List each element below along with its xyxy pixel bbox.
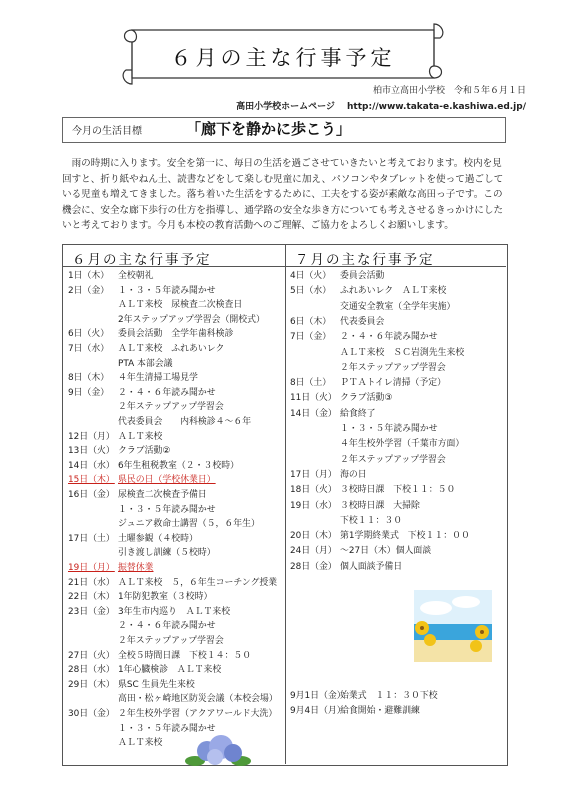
schedule-date: 19日（水） [290, 500, 337, 511]
schedule-row [68, 533, 198, 546]
schedule-row [68, 445, 170, 458]
schedule-row [68, 620, 216, 633]
schedule-event: １・３・５年読み聞かせ [118, 504, 216, 515]
schedule-row [68, 547, 216, 560]
schedule-row [68, 285, 216, 298]
schedule-row [290, 331, 438, 344]
schedule-event: 代表委員会 内科検診４～６年 [118, 417, 252, 427]
schedule-date: 4日（火） [290, 271, 332, 281]
page-title: ６月の主な行事予定 [170, 46, 396, 70]
schedule-row [68, 737, 162, 750]
schedule-row [290, 347, 464, 360]
schedule-row [290, 469, 367, 482]
schedule-date: 9月1日（金） [290, 691, 346, 701]
schedule-event: １・３・５年読み聞かせ [118, 285, 216, 296]
schedule-row [68, 679, 195, 692]
schedule-date: 28日（金） [290, 561, 337, 572]
seaside-illustration [414, 590, 492, 662]
schedule-row [290, 690, 438, 703]
schedule-event: 給食開始・避難訓練 [340, 705, 420, 716]
schedule-event: 土曜参観（４校時） [118, 533, 198, 544]
schedule-date: 14日（水） [68, 460, 115, 471]
schedule-row [290, 392, 392, 405]
schedule-date: 8日（木） [68, 373, 110, 384]
schedule-row [290, 500, 420, 513]
schedule-event: ２年生校外学習（アクアワールド大洗） [118, 709, 278, 719]
schedule-event: 給食終了 [340, 408, 376, 419]
column-divider [285, 244, 286, 764]
monthly-goal-label: 今月の生活目標 [72, 126, 142, 137]
schedule-date: 18日（火） [290, 485, 337, 496]
schedule-date: 22日（木） [68, 592, 115, 603]
schedule-date: 28日（水） [68, 665, 115, 676]
schedule-date: 29日（木） [68, 679, 115, 690]
schedule-row [290, 438, 464, 451]
schedule-event: ＡＬＴ来校 ＳＣ岩渕先生来校 [340, 347, 465, 358]
schedule-event: 始業式 １１：３０下校 [340, 691, 438, 701]
schedule-date: 17日（月） [290, 469, 337, 480]
schedule-date: 15日（木） [68, 475, 115, 486]
schedule-event: 引き渡し訓練（５校時） [118, 548, 216, 559]
schedule-row [290, 301, 455, 314]
schedule-row [290, 530, 470, 543]
schedule-row [290, 270, 384, 283]
schedule-event: 1年心臓検診 ＡＬＴ来校 [118, 665, 222, 676]
schedule-event: 2年ステップアップ学習会（開校式） [118, 314, 265, 325]
schedule-row [68, 693, 278, 706]
schedule-date: 12日（月） [68, 431, 115, 442]
schedule-date: 9月4日（月） [290, 705, 346, 716]
schedule-date: 14日（金） [290, 408, 337, 419]
schedule-row [68, 358, 172, 371]
schedule-row [290, 423, 438, 436]
schedule-event: 個人面談予備日 [340, 561, 403, 572]
schedule-row [290, 285, 446, 298]
schedule-date: 8日（土） [290, 378, 332, 389]
schedule-row [68, 416, 251, 429]
schedule-row [68, 650, 251, 663]
schedule-row [68, 489, 207, 502]
schedule-event: PTA 本部会議 [118, 358, 173, 369]
schedule-row [290, 484, 455, 497]
schedule-row [68, 299, 242, 312]
schedule-row [290, 316, 384, 329]
schedule-event: ２・４・６年読み聞かせ [340, 332, 438, 343]
schedule-row [68, 591, 212, 604]
schedule-date: 24日（月） [290, 546, 337, 557]
schedule-event: 代表委員会 [340, 316, 385, 327]
schedule-row [290, 705, 420, 718]
schedule-date: 19日（月） [68, 563, 115, 573]
homepage-url[interactable]: 高田小学校ホームページ http://www.takata-e.kashiwa.ed.jp/ [236, 102, 526, 112]
schedule-event: １・３・５年読み聞かせ [340, 424, 438, 434]
schedule-event: ３校時日課 下校１１：５０ [340, 485, 456, 496]
schedule-event: 交通安全教室（全学年実施） [340, 301, 456, 312]
schedule-date: 11日（火） [290, 393, 337, 404]
june-schedule-title: ６月の主な行事予定 [72, 252, 212, 268]
june-event-list [68, 270, 283, 760]
schedule-row [68, 635, 224, 648]
schedule-event: 尿検査二次検査予備日 [118, 490, 207, 500]
schedule-row [290, 561, 402, 574]
schedule-row [68, 314, 265, 327]
schedule-event: 委員会活動 [340, 271, 385, 281]
schedule-date: 13日（火） [68, 446, 115, 457]
schedule-row [68, 474, 216, 487]
schedule-date: 9日（金） [68, 387, 110, 398]
schedule-event: 振替休業 [118, 563, 154, 573]
schedule-row [68, 387, 216, 400]
schedule-date: 20日（木） [290, 531, 337, 542]
schedule-event: 県民の日（学校休業日） [118, 475, 216, 486]
schedule-row [68, 401, 224, 414]
schedule-date: 27日（火） [68, 650, 115, 661]
schedule-date: 5日（水） [290, 286, 332, 297]
schedule-row [68, 562, 154, 575]
schedule-event: 下校１１：３０ [340, 515, 403, 526]
schedule-event: 6年生租税教室（２・３校時） [118, 460, 240, 471]
schedule-event: 全校５時間日課 下校１４：５０ [118, 650, 252, 661]
schedule-event: 全校朝礼 [118, 271, 154, 281]
schedule-date: 1日（木） [68, 271, 110, 281]
schedule-date: 30日（金） [68, 709, 115, 719]
hydrangea-illustration [185, 733, 251, 769]
schedule-event: ふれあいレク ＡＬＴ来校 [340, 286, 447, 297]
schedule-row [290, 408, 376, 421]
schedule-row [68, 372, 198, 385]
schedule-event: ＡＬＴ来校 ５，６年生コーチング授業 [118, 577, 278, 588]
schedule-event: ２・４・６年読み聞かせ [118, 387, 216, 398]
schedule-row [290, 377, 446, 390]
schedule-event: ２年ステップアップ学習会 [118, 636, 224, 646]
july-event-list [290, 270, 504, 590]
schedule-date: 2日（金） [68, 285, 110, 296]
schedule-row [290, 454, 446, 467]
schedule-date: 21日（水） [68, 577, 115, 588]
schedule-row [290, 545, 431, 558]
monthly-goal-text: 「廊下を静かに歩こう」 [186, 120, 352, 138]
schedule-row [290, 362, 446, 375]
schedule-row [68, 270, 154, 283]
schedule-date: 6日（木） [290, 316, 332, 327]
june-title-rule [62, 266, 285, 267]
schedule-event: クラブ活動③ [340, 393, 393, 404]
july-schedule-title: ７月の主な行事予定 [295, 252, 435, 268]
schedule-date: 7日（水） [68, 344, 110, 354]
schedule-event: 県SC 生員先生来校 [118, 679, 195, 690]
schedule-date: 7日（金） [290, 332, 332, 343]
schedule-event: 高田・松ヶ崎地区防災会議（本校会場） [118, 694, 278, 705]
schedule-date: 16日（金） [68, 490, 115, 500]
schedule-event: ２・４・６年読み聞かせ [118, 621, 216, 632]
schedule-event: クラブ活動② [118, 446, 171, 457]
schedule-row [68, 664, 221, 677]
schedule-event: ２年ステップアップ学習会 [340, 454, 446, 465]
schedule-event: ４年生清掃工場見学 [118, 373, 198, 384]
schedule-row [68, 606, 230, 619]
schedule-date: 23日（金） [68, 606, 115, 617]
schedule-event: １・３・５年読み聞かせ [118, 723, 216, 734]
schedule-event: 1年防犯教室（３校時） [118, 592, 213, 603]
schedule-event: ＡＬＴ来校 [118, 738, 163, 749]
schedule-event: 海の日 [340, 469, 367, 480]
schedule-event: ２年ステップアップ学習会 [118, 402, 224, 413]
schedule-event: ～27日（木）個人面談 [340, 546, 432, 557]
schedule-event: ＡＬＴ来校 ふれあいレク [118, 344, 225, 354]
schedule-event: ＡＬＴ来校 尿検査二次検査日 [118, 300, 243, 311]
schedule-row [68, 328, 233, 341]
schedule-event: 委員会活動 全学年歯科検診 [118, 329, 234, 340]
schedule-event: ジュニア救命士講習（５，６年生） [118, 519, 260, 530]
school-and-date: 柏市立高田小学校 令和５年６月１日 [372, 86, 526, 96]
schedule-event: ３校時日課 大掃除 [340, 500, 420, 511]
schedule-row [290, 515, 402, 528]
schedule-row [68, 460, 239, 473]
schedule-date: 17日（土） [68, 533, 115, 544]
schedule-event: ２年ステップアップ学習会 [340, 362, 446, 373]
schedule-row [68, 343, 224, 356]
intro-paragraph: 雨の時期に入ります。安全を第一に、毎日の生活を過ごさせていきたいと考えております。校内を見回すと、折り紙やねん土、読書などをして楽しむ児童に加え、パソコンやタブレットを使って過ごしている児童も増えてきました。落ち着いた生活をするために、工夫をする姿が素敵な高田っ子です。この機会に、安全な廊下歩行の仕方を指導し、通学路の安全な歩き方についても考えさせるきっかけにしたいと考えております。今月も本校の教育活動へのご理解、ご協力をよろしくお願いします。 [62, 158, 504, 232]
schedule-row [68, 708, 277, 721]
schedule-event: ＰＴＡトイレ清掃（予定） [340, 378, 447, 389]
schedule-row [68, 577, 277, 590]
schedule-row [68, 518, 260, 531]
july-title-rule [285, 266, 506, 267]
schedule-row [68, 504, 216, 517]
schedule-event: 第1学期終業式 下校１１：００ [340, 531, 470, 542]
schedule-event: ＡＬＴ来校 [118, 431, 163, 442]
schedule-event: ４年生校外学習（千葉市方面） [340, 439, 465, 450]
schedule-date: 6日（火） [68, 329, 110, 340]
schedule-event: 3年生市内巡り ＡＬＴ来校 [118, 606, 231, 617]
schedule-row [68, 431, 162, 444]
september-event-list [290, 690, 504, 720]
